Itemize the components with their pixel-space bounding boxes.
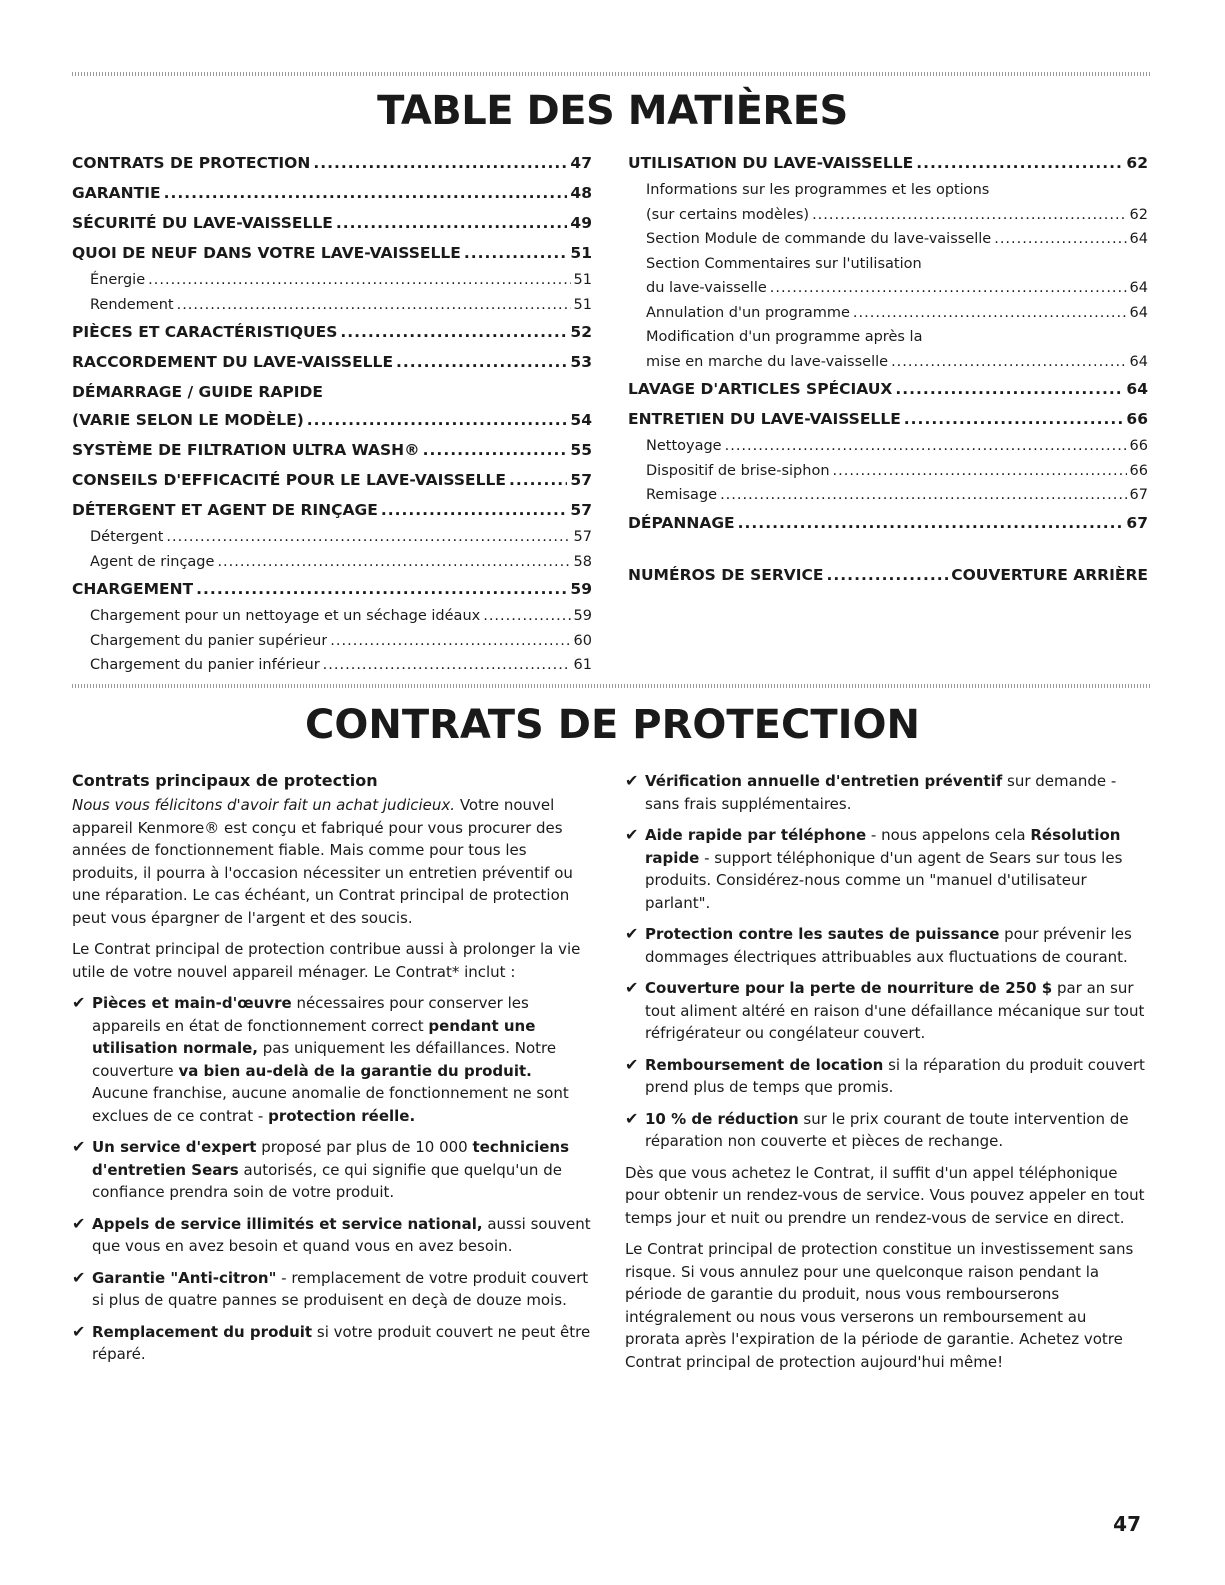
toc-page-number: 51: [573, 296, 592, 313]
toc-leader-dots: [891, 350, 1126, 375]
toc-entry: [72, 347, 592, 377]
toc-entry-text: Nettoyage: [646, 438, 722, 454]
toc-leader-dots: [330, 629, 570, 654]
toc-entry-text: SYSTÈME DE FILTRATION ULTRA WASH®: [72, 441, 420, 459]
toc-entry-text: LAVAGE D'ARTICLES SPÉCIAUX: [628, 380, 893, 398]
benefit-item: [72, 1321, 592, 1366]
toc-leader-dots: [148, 268, 570, 293]
toc-entry: [72, 629, 592, 654]
toc-page-number: 55: [570, 441, 592, 459]
benefit-text: pour prévenir les dommages électriques attribuables aux fluctuations de courant.: [645, 925, 1132, 966]
toc-entry: [72, 148, 592, 178]
toc-leader-dots: [177, 293, 571, 318]
toc-page-number: 47: [570, 154, 592, 172]
toc-entry-text: (VARIE SELON LE MODÈLE): [72, 411, 304, 429]
benefit-item: [625, 923, 1145, 968]
toc-leader-dots: [164, 178, 568, 208]
toc-entry: [628, 560, 1148, 590]
benefit-list-left: [72, 992, 592, 1366]
middle-dotted-rule: [72, 684, 1152, 688]
benefit-bold-text: Remplacement du produit: [92, 1322, 313, 1341]
contract-paragraph: Le Contrat principal de protection contribue aussi à prolonger la vie utile de votre nouvel appareil ménager. Le Contrat* inclut :: [72, 940, 581, 981]
toc-entry-text: ENTRETIEN DU LAVE-VAISSELLE: [628, 410, 901, 428]
section-title: CONTRATS DE PROTECTION: [305, 702, 920, 748]
checkmark-icon: ✔: [72, 1137, 86, 1156]
toc-page-number: 51: [573, 272, 592, 288]
toc-leader-dots: [323, 653, 571, 678]
toc-entry: [72, 317, 592, 347]
benefit-item: [72, 1136, 592, 1204]
toc-entry-text: Dispositif de brise-siphon: [646, 462, 830, 479]
benefit-item: [625, 770, 1145, 815]
toc-entry-text: Chargement pour un nettoyage et un séchage idéaux: [90, 608, 481, 624]
benefit-bold-text: Remboursement de location: [645, 1055, 884, 1074]
toc-entry: [628, 350, 1148, 375]
toc-leader-dots: [812, 203, 1126, 228]
benefit-text: - nous appelons cela: [866, 826, 1031, 844]
checkmark-icon: ✔: [625, 825, 639, 844]
checkmark-icon: ✔: [625, 1054, 639, 1074]
toc-entry-text: Informations sur les programmes et les options: [646, 182, 990, 198]
toc-entry-text: UTILISATION DU LAVE-VAISSELLE: [628, 154, 914, 172]
toc-entry-text: CONTRATS DE PROTECTION: [72, 154, 311, 172]
toc-entry-text: Annulation d'un programme: [646, 304, 850, 321]
toc-page-number: 64: [1129, 231, 1148, 247]
checkmark-icon: ✔: [72, 1267, 86, 1287]
toc-page-number: 49: [570, 214, 592, 232]
toc-entry-text: Détergent: [90, 529, 164, 545]
toc-entry: [72, 435, 592, 465]
toc-leader-dots: [738, 508, 1124, 538]
toc-leader-dots: [381, 495, 568, 525]
toc-entry-text: Chargement du panier supérieur: [90, 632, 328, 649]
benefit-bold-text: Résolution rapide: [645, 826, 1121, 867]
toc-leader-dots: [483, 604, 570, 629]
toc-entry-text: Chargement du panier inférieur: [90, 657, 320, 673]
toc-page-number: 60: [573, 632, 592, 649]
toc-entry-text: CONSEILS D'EFFICACITÉ POUR LE LAVE-VAISSELLE: [72, 471, 506, 489]
benefit-text: par an sur tout aliment altéré en raison d'une défaillance mécanique sur tout réfrigérateur ou congélateur couvert.: [645, 979, 1145, 1042]
toc-leader-dots: [166, 525, 570, 550]
toc-entry: [72, 405, 592, 435]
toc-page-number: 53: [570, 353, 592, 371]
toc-entry-text: GARANTIE: [72, 184, 161, 202]
benefit-item: [72, 1267, 592, 1312]
toc-page-number: 67: [1126, 513, 1148, 532]
toc-leader-dots: [720, 483, 1126, 508]
toc-entry-text: NUMÉROS DE SERVICE: [628, 565, 824, 584]
benefit-item: [72, 992, 592, 1127]
toc-entry-text: Agent de rinçage: [90, 553, 215, 570]
toc-leader-dots: [904, 404, 1124, 434]
checkmark-icon: ✔: [625, 978, 639, 997]
toc-leader-dots: [217, 550, 570, 575]
toc-entry-text: Section Commentaires sur l'utilisation: [646, 255, 922, 272]
toc-page-number: 52: [570, 323, 592, 341]
benefit-text: nécessaires pour conserver les appareils en état de fonctionnement correct: [92, 994, 529, 1035]
toc-page-number: 66: [1129, 438, 1148, 454]
toc-entry-text: mise en marche du lave-vaisselle: [646, 353, 889, 370]
benefit-bold-text: Aide rapide par téléphone: [645, 826, 867, 844]
benefit-bold-text: Garantie "Anti-citron": [92, 1268, 277, 1287]
toc-entry: [72, 574, 592, 604]
toc-entry: [628, 508, 1148, 538]
toc-entry-text: du lave-vaisselle: [646, 280, 767, 296]
benefit-bold-text: Couverture pour la perte de nourriture de 250 $: [645, 979, 1053, 997]
checkmark-icon: ✔: [625, 1108, 639, 1128]
checkmark-icon: ✔: [625, 771, 639, 790]
toc-right-column: [628, 148, 1148, 590]
toc-leader-dots: [916, 148, 1123, 178]
toc-entry-text: CHARGEMENT: [72, 580, 194, 598]
benefit-text: sur le prix courant de toute intervention de réparation non couverte et pièces de rechange.: [645, 1109, 1129, 1150]
toc-entry: [72, 550, 592, 575]
benefit-bold-text: protection réelle.: [268, 1106, 416, 1125]
benefit-text: pas uniquement les défaillances. Notre couverture: [92, 1039, 557, 1080]
toc-entry-text: (sur certains modèles): [646, 206, 810, 223]
benefit-text: - remplacement de votre produit couvert si plus de quatre pannes se produisent en deçà de douze mois.: [92, 1268, 589, 1309]
toc-entry: [72, 238, 592, 268]
checkmark-icon: ✔: [72, 993, 86, 1012]
benefit-item: [72, 1213, 592, 1258]
toc-entry-text: DÉTERGENT ET AGENT DE RINÇAGE: [72, 501, 378, 519]
toc-entry-text: PIÈCES ET CARACTÉRISTIQUES: [72, 323, 338, 341]
checkmark-icon: ✔: [72, 1213, 86, 1233]
toc-entry-text: Énergie: [90, 272, 146, 288]
toc-leader-dots: [307, 405, 568, 435]
toc-entry: [72, 208, 592, 238]
body-left-column: [72, 770, 592, 1375]
toc-leader-dots: [509, 465, 567, 495]
toc-entry: [72, 178, 592, 208]
intro-rest: Votre nouvel appareil Kenmore® est conçu et fabriqué pour vous procurer des années de fonctionnement fiable. Mais comme pour tous les produits, il pourra à l'occasion nécessiter un entretien préventif ou une réparation. Le cas échéant, un Contrat principal de protection peut vous épargner de l'argent et des soucis.: [72, 796, 573, 927]
service-paragraph: Dès que vous achetez le Contrat, il suffit d'un appel téléphonique pour obtenir un rendez-vous de service. Vous pouvez appeler en tout temps jour et nuit ou prendre un rendez-vous de service en direct.: [625, 1163, 1145, 1227]
intro-italic: Nous vous félicitons d'avoir fait un achat judicieux.: [72, 796, 456, 814]
benefit-item: [625, 977, 1145, 1045]
toc-leader-dots: [196, 574, 567, 604]
toc-entry: [72, 293, 592, 318]
toc-entry-text: QUOI DE NEUF DANS VOTRE LAVE-VAISSELLE: [72, 244, 461, 262]
toc-leader-dots: [833, 459, 1127, 484]
benefit-text: proposé par plus de 10 000: [256, 1138, 473, 1156]
toc-page-number: COUVERTURE ARRIÈRE: [951, 565, 1148, 584]
benefit-text: Aucune franchise, aucune anomalie de fonctionnement ne sont exclues de ce contrat -: [92, 1084, 569, 1125]
toc-entry-text: DÉPANNAGE: [628, 513, 735, 532]
toc-page-number: 54: [570, 411, 592, 429]
benefit-bold-text: Protection contre les sautes de puissance: [645, 925, 1000, 943]
toc-entry: [628, 148, 1148, 178]
toc-left-column: [72, 148, 592, 678]
toc-entry: [72, 495, 592, 525]
toc-entry: [628, 203, 1148, 228]
toc-entry-text: RACCORDEMENT DU LAVE-VAISSELLE: [72, 353, 394, 371]
toc-entry: [628, 434, 1148, 459]
body-right-column: [625, 770, 1145, 1382]
toc-entry: [628, 301, 1148, 326]
toc-entry-text: DÉMARRAGE / GUIDE RAPIDE: [72, 383, 323, 401]
page-number: 47: [1113, 1512, 1141, 1536]
checkmark-icon: ✔: [72, 1321, 86, 1341]
toc-leader-dots: [313, 148, 567, 178]
benefit-item: [625, 824, 1145, 914]
toc-page-number: 66: [1126, 410, 1148, 428]
toc-page-number: 64: [1126, 380, 1148, 398]
toc-page-number: 61: [573, 657, 592, 673]
toc-leader-dots: [423, 435, 568, 465]
benefit-list-right: [625, 770, 1145, 1153]
toc-page-number: 64: [1129, 280, 1148, 296]
toc-leader-dots: [340, 317, 567, 347]
benefit-item: [625, 1108, 1145, 1153]
toc-page-number: 48: [570, 184, 592, 202]
toc-page-number: 67: [1129, 487, 1148, 503]
toc-entry-text: Modification d'un programme après la: [646, 329, 923, 345]
benefit-text: sur demande - sans frais supplémentaires.: [645, 772, 1117, 813]
toc-page-number: 62: [1126, 154, 1148, 172]
toc-entry: [628, 227, 1148, 252]
intro-paragraph: [72, 794, 592, 929]
toc-gap: [628, 538, 1148, 560]
toc-leader-dots: [464, 238, 568, 268]
toc-leader-dots: [725, 434, 1127, 459]
subhead: Contrats principaux de protection: [72, 771, 378, 790]
toc-entry: [72, 653, 592, 678]
toc-page-number: 51: [570, 244, 592, 262]
benefit-bold-text: pendant une utilisation normale,: [92, 1016, 536, 1057]
top-dotted-rule: [72, 72, 1152, 76]
benefit-bold-text: Pièces et main-d'œuvre: [92, 994, 292, 1012]
toc-page-number: 62: [1129, 206, 1148, 223]
toc-leader-dots: [895, 374, 1123, 404]
benefit-bold-text: Vérification annuelle d'entretien préventif: [645, 772, 1003, 790]
toc-leader-dots: [336, 208, 568, 238]
toc-leader-dots: [853, 301, 1127, 326]
toc-leader-dots: [994, 227, 1126, 252]
toc-page-number: 64: [1129, 353, 1148, 370]
toc-page-number: 57: [570, 501, 592, 519]
toc-title: TABLE DES MATIÈRES: [377, 88, 848, 134]
toc-entry: [72, 525, 592, 550]
benefit-text: si votre produit couvert ne peut être réparé.: [92, 1322, 591, 1363]
benefit-bold-text: va bien au-delà de la garantie du produit.: [178, 1061, 532, 1080]
toc-page-number: 58: [573, 553, 592, 570]
toc-entry-text: Section Module de commande du lave-vaisselle: [646, 231, 992, 247]
toc-entry: [72, 465, 592, 495]
toc-page-number: 57: [570, 471, 592, 489]
benefit-bold-text: techniciens d'entretien Sears: [92, 1138, 570, 1179]
toc-page-number: 59: [573, 608, 592, 624]
toc-leader-dots: [770, 276, 1127, 301]
toc-entry-text: SÉCURITÉ DU LAVE-VAISSELLE: [72, 214, 333, 232]
toc-entry-text: Remisage: [646, 487, 718, 503]
toc-entry: [628, 276, 1148, 301]
benefit-item: [625, 1054, 1145, 1099]
toc-page-number: 57: [573, 529, 592, 545]
toc-page-number: 59: [570, 580, 592, 598]
toc-page-number: 66: [1129, 462, 1148, 479]
risk-free-paragraph: Le Contrat principal de protection constitue un investissement sans risque. Si vous annulez pour une quelconque raison pendant la période de garantie du produit, nous vous rembourserons intégralement ou nous vous verserons un remboursement au prorata après l'expiration de la période de garantie. Achetez votre Contrat principal de protection aujourd'hui même!: [625, 1240, 1134, 1371]
benefit-text: aussi souvent que vous en avez besoin et quand vous en avez besoin.: [92, 1214, 591, 1255]
benefit-text: autorisés, ce qui signifie que quelqu'un de confiance prendra soin de votre produit.: [92, 1160, 562, 1201]
benefit-bold-text: Un service d'expert: [92, 1138, 257, 1156]
benefit-text: si la réparation du produit couvert prend plus de temps que promis.: [645, 1055, 1145, 1096]
toc-leader-dots: [396, 347, 567, 377]
benefit-bold-text: Appels de service illimités et service national,: [92, 1214, 483, 1233]
toc-leader-dots: [827, 560, 949, 590]
benefit-text: - support téléphonique d'un agent de Sears sur tous les produits. Considérez-nous comme un "manuel d'utilisateur parlant".: [645, 848, 1123, 912]
benefit-bold-text: 10 % de réduction: [645, 1109, 799, 1128]
toc-entry: [628, 374, 1148, 404]
toc-entry: [628, 404, 1148, 434]
toc-entry-text: Rendement: [90, 296, 174, 313]
toc-entry: [72, 268, 592, 293]
checkmark-icon: ✔: [625, 924, 639, 943]
toc-entry: [72, 604, 592, 629]
toc-entry: [628, 459, 1148, 484]
toc-entry: [628, 483, 1148, 508]
toc-page-number: 64: [1129, 304, 1148, 321]
